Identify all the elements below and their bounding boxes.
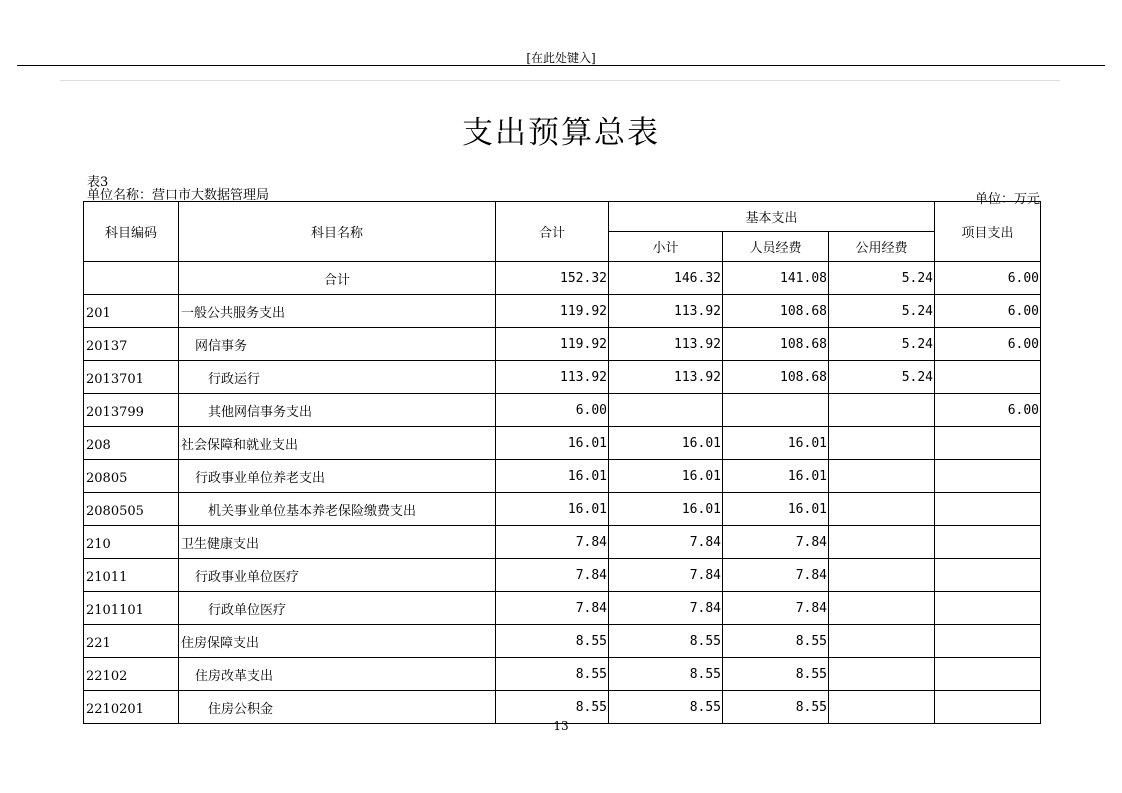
cell-name: 其他网信事务支出: [179, 394, 496, 427]
cell-personnel: 108.68: [723, 328, 829, 361]
table-row: [84, 394, 1041, 427]
table-row: [84, 493, 1041, 526]
cell-code: 221: [84, 625, 179, 658]
cell-public: [829, 592, 935, 625]
cell-personnel: 7.84: [723, 526, 829, 559]
cell-personnel: 16.01: [723, 493, 829, 526]
cell-subtotal: 146.32: [609, 262, 723, 295]
header-code: 科目编码: [84, 202, 179, 262]
cell-subtotal: 16.01: [609, 427, 723, 460]
cell-name: 卫生健康支出: [179, 526, 496, 559]
cell-project: [935, 427, 1041, 460]
page-header: [在此处键入]: [526, 51, 596, 65]
cell-code: 21011: [84, 559, 179, 592]
cell-name: 网信事务: [179, 328, 496, 361]
cell-name: 社会保障和就业支出: [179, 427, 496, 460]
table-row: [84, 295, 1041, 328]
cell-public: [829, 427, 935, 460]
cell-code: 20137: [84, 328, 179, 361]
cell-public: [829, 493, 935, 526]
table-row: [84, 427, 1041, 460]
cell-public: 5.24: [829, 295, 935, 328]
cell-subtotal: [609, 394, 723, 427]
cell-public: 5.24: [829, 361, 935, 394]
cell-name: 行政运行: [179, 361, 496, 394]
cell-project: [935, 493, 1041, 526]
table-number: 表3: [87, 175, 109, 190]
cell-subtotal: 113.92: [609, 328, 723, 361]
table-row: [84, 361, 1041, 394]
page-title: 支出预算总表: [462, 115, 660, 151]
cell-project: 6.00: [935, 295, 1041, 328]
cell-subtotal: 7.84: [609, 526, 723, 559]
header-divider: [17, 65, 1105, 66]
table-row: [84, 592, 1041, 625]
cell-subtotal: 16.01: [609, 460, 723, 493]
cell-project: 6.00: [935, 328, 1041, 361]
cell-code: 2080505: [84, 493, 179, 526]
page-number: 13: [553, 719, 569, 733]
cell-code: 2013701: [84, 361, 179, 394]
cell-subtotal: 8.55: [609, 658, 723, 691]
cell-personnel: 8.55: [723, 625, 829, 658]
header-total: 合计: [496, 202, 609, 262]
cell-code: 201: [84, 295, 179, 328]
table-row: [84, 460, 1041, 493]
cell-name: 住房公积金: [179, 691, 496, 724]
cell-total: 8.55: [496, 691, 609, 724]
cell-code: 2013799: [84, 394, 179, 427]
cell-name: 合计: [179, 262, 496, 295]
cell-personnel: 8.55: [723, 658, 829, 691]
table-row: [84, 262, 1041, 295]
table-row: [84, 328, 1041, 361]
cell-public: [829, 394, 935, 427]
cell-public: 5.24: [829, 262, 935, 295]
cell-project: [935, 592, 1041, 625]
cell-project: [935, 361, 1041, 394]
cell-total: 119.92: [496, 295, 609, 328]
cell-total: 6.00: [496, 394, 609, 427]
cell-project: [935, 658, 1041, 691]
cell-public: [829, 526, 935, 559]
cell-public: [829, 658, 935, 691]
cell-subtotal: 8.55: [609, 625, 723, 658]
table-row: [84, 625, 1041, 658]
cell-personnel: 7.84: [723, 592, 829, 625]
cell-name: 行政事业单位养老支出: [179, 460, 496, 493]
table-row: [84, 526, 1041, 559]
cell-total: 119.92: [496, 328, 609, 361]
header-subtotal: 小计: [609, 232, 723, 262]
cell-total: 16.01: [496, 493, 609, 526]
cell-code: 22102: [84, 658, 179, 691]
cell-project: [935, 526, 1041, 559]
cell-public: 5.24: [829, 328, 935, 361]
cell-personnel: 16.01: [723, 427, 829, 460]
budget-table: [83, 201, 1041, 724]
cell-public: [829, 559, 935, 592]
cell-subtotal: 113.92: [609, 295, 723, 328]
cell-project: [935, 559, 1041, 592]
cell-total: 16.01: [496, 460, 609, 493]
cell-subtotal: 7.84: [609, 592, 723, 625]
cell-total: 7.84: [496, 592, 609, 625]
cell-personnel: 16.01: [723, 460, 829, 493]
cell-total: 152.32: [496, 262, 609, 295]
cell-personnel: 108.68: [723, 295, 829, 328]
cell-subtotal: 113.92: [609, 361, 723, 394]
cell-total: 7.84: [496, 526, 609, 559]
cell-public: [829, 460, 935, 493]
cell-total: 7.84: [496, 559, 609, 592]
cell-name: 行政事业单位医疗: [179, 559, 496, 592]
cell-personnel: 141.08: [723, 262, 829, 295]
cell-personnel: 8.55: [723, 691, 829, 724]
table-row: [84, 658, 1041, 691]
header-public: 公用经费: [829, 232, 935, 262]
header-basic: 基本支出: [609, 202, 935, 232]
cell-subtotal: 16.01: [609, 493, 723, 526]
cell-name: 一般公共服务支出: [179, 295, 496, 328]
cell-subtotal: 7.84: [609, 559, 723, 592]
currency-unit: 单位：万元: [974, 192, 1040, 207]
header-personnel: 人员经费: [723, 232, 829, 262]
cell-total: 16.01: [496, 427, 609, 460]
cell-code: [84, 262, 179, 295]
cell-name: 机关事业单位基本养老保险缴费支出: [179, 493, 496, 526]
header-project: 项目支出: [935, 202, 1041, 262]
cell-personnel: [723, 394, 829, 427]
unit-name: 单位名称：营口市大数据管理局: [87, 188, 270, 203]
cell-project: [935, 625, 1041, 658]
cell-name: 住房改革支出: [179, 658, 496, 691]
cell-project: 6.00: [935, 262, 1041, 295]
cell-total: 113.92: [496, 361, 609, 394]
cell-personnel: 7.84: [723, 559, 829, 592]
table-row: [84, 559, 1041, 592]
cell-subtotal: 8.55: [609, 691, 723, 724]
cell-public: [829, 625, 935, 658]
cell-code: 210: [84, 526, 179, 559]
cell-project: [935, 460, 1041, 493]
cell-name: 住房保障支出: [179, 625, 496, 658]
cell-name: 行政单位医疗: [179, 592, 496, 625]
cell-code: 208: [84, 427, 179, 460]
cell-code: 2101101: [84, 592, 179, 625]
cell-project: 6.00: [935, 394, 1041, 427]
cell-code: 20805: [84, 460, 179, 493]
cell-total: 8.55: [496, 625, 609, 658]
header-divider-faint: [60, 80, 1060, 81]
cell-code: 2210201: [84, 691, 179, 724]
cell-total: 8.55: [496, 658, 609, 691]
header-name: 科目名称: [179, 202, 496, 262]
cell-personnel: 108.68: [723, 361, 829, 394]
